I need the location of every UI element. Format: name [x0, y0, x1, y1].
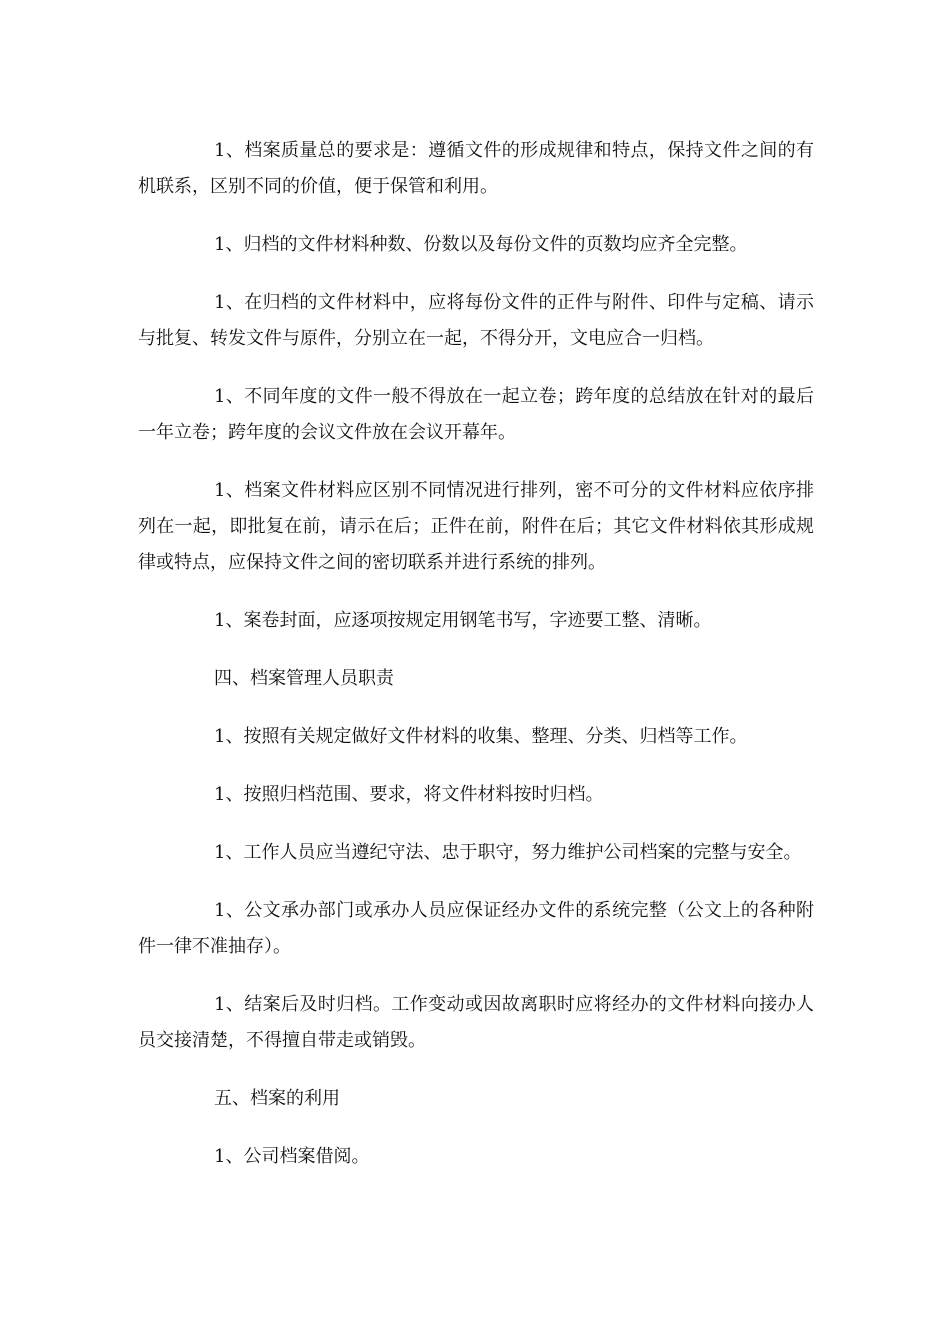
paragraph-duty-timely-filing: 1、按照归档范围、要求，将文件材料按时归档。	[214, 784, 604, 805]
paragraph-archive-grouping: 1、在归档的文件材料中，应将每份文件的正件与附件、印件与定稿、请示与批复、转发文件与原件，分别立在一起，不得分开，文电应合一归档。	[138, 292, 814, 349]
paragraph-archive-yearly-filing: 1、不同年度的文件一般不得放在一起立卷；跨年度的总结放在针对的最后一年立卷；跨年度的会议文件放在会议开幕年。	[138, 386, 814, 443]
paragraph-archive-ordering: 1、档案文件材料应区别不同情况进行排列，密不可分的文件材料应依序排列在一起，即批复在前，请示在后；正件在前，附件在后；其它文件材料依其形成规律或特点，应保持文件之间的密切联系并进行系统的排列。	[138, 480, 814, 573]
section-heading-archive-usage: 五、档案的利用	[214, 1088, 340, 1109]
document-body	[138, 133, 814, 1197]
section-heading-staff-duties: 四、档案管理人员职责	[214, 668, 394, 689]
paragraph-archive-cover: 1、案卷封面，应逐项按规定用钢笔书写，字迹要工整、清晰。	[214, 610, 712, 631]
paragraph-archive-completeness: 1、归档的文件材料种数、份数以及每份文件的页数均应齐全完整。	[214, 234, 748, 255]
paragraph-duty-completeness: 1、公文承办部门或承办人员应保证经办文件的系统完整（公文上的各种附件一律不准抽存）。	[138, 900, 814, 957]
paragraph-duty-integrity: 1、工作人员应当遵纪守法、忠于职守，努力维护公司档案的完整与安全。	[214, 842, 802, 863]
paragraph-duty-handover: 1、结案后及时归档。工作变动或因故离职时应将经办的文件材料向接办人员交接清楚，不得擅自带走或销毁。	[138, 994, 814, 1051]
paragraph-archive-quality-requirement: 1、档案质量总的要求是：遵循文件的形成规律和特点，保持文件之间的有机联系，区别不同的价值，便于保管和利用。	[138, 140, 814, 197]
paragraph-duty-collection: 1、按照有关规定做好文件材料的收集、整理、分类、归档等工作。	[214, 726, 748, 747]
paragraph-archive-borrowing: 1、公司档案借阅。	[214, 1146, 370, 1167]
